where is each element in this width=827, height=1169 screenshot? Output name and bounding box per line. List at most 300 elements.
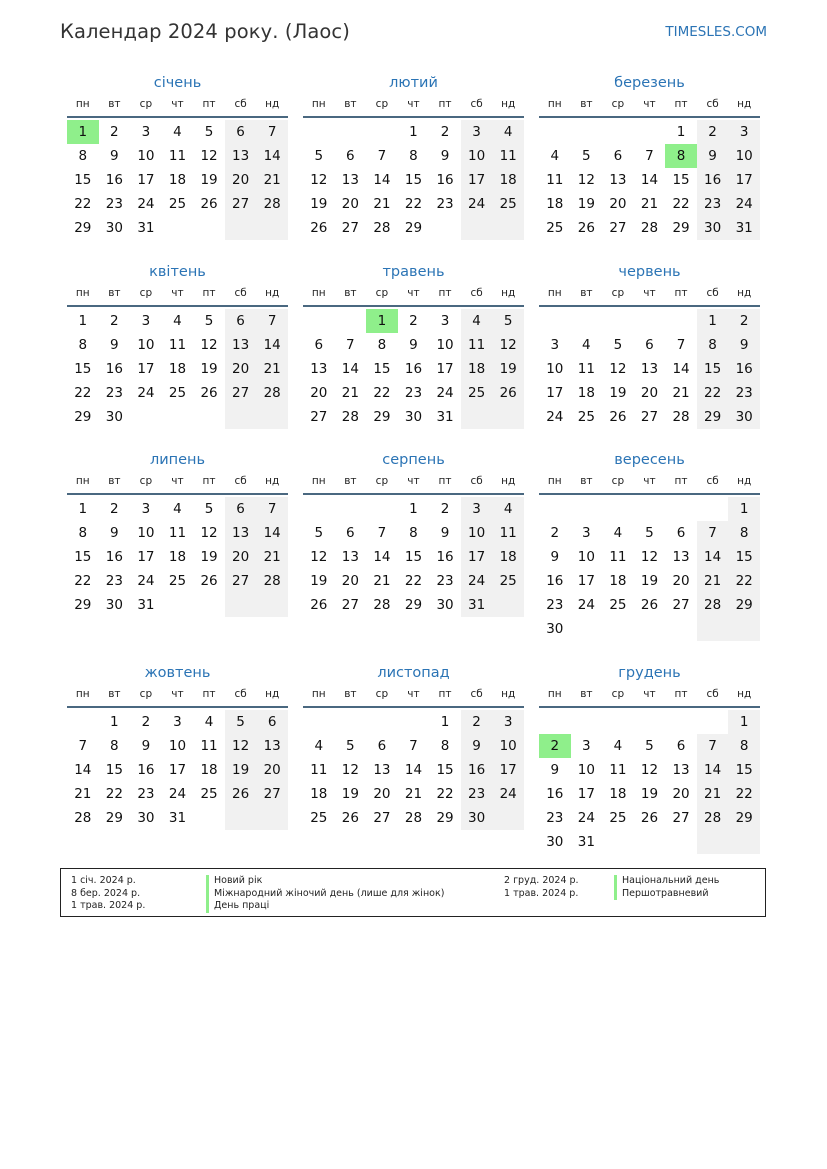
weekday-label: ср	[375, 287, 389, 299]
day-cell: 12	[200, 148, 218, 164]
day-cell: 27	[341, 597, 359, 613]
weekday-label: чт	[407, 287, 420, 299]
empty-cell	[303, 309, 335, 333]
day-cell: 19	[200, 549, 218, 565]
day-cell: 3	[550, 337, 560, 353]
day-cell: 21	[697, 782, 729, 806]
month-8	[303, 449, 524, 617]
month-title: жовтень	[144, 665, 211, 681]
day-cell: 7	[256, 120, 288, 144]
day-cell: 31	[577, 834, 595, 850]
month-9	[539, 449, 760, 641]
day-cell: 30	[546, 834, 564, 850]
empty-cell	[335, 120, 367, 144]
weekday-label: сб	[234, 475, 247, 487]
holiday-legend	[60, 868, 766, 917]
day-cell: 1	[728, 710, 760, 734]
day-cell: 5	[204, 501, 214, 517]
day-cell: 16	[697, 168, 729, 192]
day-cell: 5	[225, 710, 257, 734]
day-cell: 21	[640, 196, 659, 212]
day-cell: 26	[640, 810, 659, 826]
day-cell: 14	[404, 762, 423, 778]
empty-cell	[602, 120, 634, 144]
day-cell: 19	[200, 361, 218, 377]
empty-cell	[634, 309, 666, 333]
day-cell: 20	[225, 168, 257, 192]
empty-cell	[366, 497, 398, 521]
day-cell: 19	[225, 758, 257, 782]
day-cell: 22	[74, 196, 92, 212]
weekday-label: чт	[643, 688, 656, 700]
empty-cell	[697, 617, 729, 641]
day-cell: 29	[404, 220, 423, 236]
day-cell: 12	[609, 361, 627, 377]
day-cell: 29	[373, 409, 391, 425]
day-cell: 21	[74, 786, 92, 802]
empty-cell	[728, 617, 760, 641]
day-cell: 27	[640, 409, 659, 425]
day-cell: 7	[409, 738, 418, 754]
weekday-label: пн	[311, 98, 326, 110]
day-cell: 5	[204, 313, 214, 329]
day-cell: 1	[440, 714, 450, 730]
weekday-label: нд	[737, 688, 752, 700]
empty-cell	[602, 497, 634, 521]
day-cell: 16	[404, 361, 423, 377]
day-cell: 19	[310, 196, 328, 212]
day-cell: 10	[137, 148, 155, 164]
weekday-label: вт	[108, 98, 121, 110]
weekday-label: чт	[643, 287, 656, 299]
weekday-label: чт	[171, 287, 184, 299]
day-cell: 1	[409, 501, 418, 517]
day-cell: 30	[697, 216, 729, 240]
weekday-label: ср	[375, 475, 389, 487]
day-cell: 10	[492, 734, 524, 758]
day-cell: 2	[550, 525, 560, 541]
day-cell: 8	[110, 738, 119, 754]
empty-cell	[256, 593, 288, 617]
day-cell: 9	[110, 337, 119, 353]
day-cell: 24	[577, 810, 595, 826]
day-cell: 1	[110, 714, 119, 730]
weekday-label: пн	[75, 475, 90, 487]
empty-cell	[225, 806, 257, 830]
day-cell: 11	[609, 549, 627, 565]
day-cell: 20	[341, 573, 359, 589]
day-cell: 18	[609, 573, 627, 589]
empty-cell	[602, 617, 634, 641]
day-cell: 29	[436, 810, 454, 826]
day-cell: 24	[546, 409, 564, 425]
day-cell: 24	[461, 569, 493, 593]
day-cell: 5	[204, 124, 214, 140]
empty-cell	[461, 216, 493, 240]
legend-holiday-name: Новий рік	[206, 875, 444, 888]
empty-cell	[665, 497, 697, 521]
day-cell: 26	[577, 220, 595, 236]
weekday-label: чт	[407, 98, 420, 110]
day-cell: 6	[225, 497, 257, 521]
day-cell: 25	[577, 409, 595, 425]
day-cell: 7	[256, 309, 288, 333]
day-grid	[303, 118, 524, 240]
day-cell: 18	[310, 786, 328, 802]
day-cell: 13	[609, 172, 627, 188]
day-cell: 8	[377, 337, 387, 353]
empty-cell	[335, 309, 367, 333]
month-title: грудень	[618, 665, 681, 681]
day-cell: 19	[492, 357, 524, 381]
weekday-label: пт	[438, 688, 452, 700]
day-cell: 30	[436, 597, 454, 613]
day-cell: 25	[609, 597, 627, 613]
day-cell: 1	[366, 309, 398, 333]
day-cell: 7	[697, 734, 729, 758]
weekday-label: пн	[75, 688, 90, 700]
legend-names-right	[614, 875, 719, 900]
weekday-label: пн	[547, 475, 562, 487]
weekday-header	[67, 684, 288, 708]
day-cell: 22	[672, 196, 690, 212]
weekday-label: нд	[501, 287, 516, 299]
day-cell: 4	[492, 120, 524, 144]
month-title: квітень	[149, 264, 206, 280]
day-cell: 10	[461, 144, 493, 168]
day-cell: 18	[200, 762, 218, 778]
empty-cell	[162, 405, 194, 429]
day-cell: 4	[613, 738, 623, 754]
empty-cell	[634, 710, 666, 734]
day-cell: 24	[137, 573, 155, 589]
day-cell: 10	[137, 337, 155, 353]
day-cell: 18	[461, 357, 493, 381]
weekday-header	[303, 471, 524, 495]
day-cell: 25	[461, 381, 493, 405]
day-cell: 26	[225, 782, 257, 806]
day-cell: 9	[141, 738, 151, 754]
day-cell: 11	[577, 361, 595, 377]
weekday-label: сб	[234, 688, 247, 700]
day-cell: 20	[640, 385, 659, 401]
day-cell: 23	[105, 573, 123, 589]
day-cell: 25	[609, 810, 627, 826]
day-cell: 2	[728, 309, 760, 333]
empty-cell	[728, 830, 760, 854]
day-cell: 5	[582, 148, 591, 164]
day-cell: 13	[310, 361, 328, 377]
day-cell: 11	[492, 521, 524, 545]
day-cell: 20	[225, 357, 257, 381]
day-cell: 14	[672, 361, 690, 377]
weekday-label: ср	[611, 688, 625, 700]
empty-cell	[303, 497, 335, 521]
day-cell: 7	[676, 337, 686, 353]
legend-date: 8 бер. 2024 р.	[71, 887, 141, 899]
month-11	[303, 662, 524, 830]
day-cell: 28	[341, 409, 359, 425]
weekday-label: нд	[737, 98, 752, 110]
weekday-label: ср	[139, 98, 153, 110]
day-cell: 22	[404, 573, 423, 589]
weekday-label: чт	[171, 475, 184, 487]
day-cell: 16	[105, 361, 123, 377]
empty-cell	[492, 806, 524, 830]
day-cell: 2	[141, 714, 151, 730]
empty-cell	[571, 120, 603, 144]
day-cell: 20	[225, 545, 257, 569]
day-cell: 12	[640, 549, 659, 565]
day-cell: 9	[461, 734, 493, 758]
day-cell: 3	[141, 313, 151, 329]
day-cell: 27	[672, 810, 690, 826]
day-cell: 5	[492, 309, 524, 333]
empty-cell	[366, 710, 398, 734]
day-cell: 20	[256, 758, 288, 782]
day-cell: 14	[373, 172, 391, 188]
day-cell: 21	[256, 545, 288, 569]
day-cell: 16	[546, 786, 564, 802]
day-cell: 20	[373, 786, 391, 802]
day-cell: 26	[310, 597, 328, 613]
weekday-label: сб	[470, 98, 483, 110]
day-cell: 15	[74, 549, 92, 565]
day-cell: 23	[461, 782, 493, 806]
day-cell: 11	[200, 738, 218, 754]
day-cell: 1	[67, 120, 99, 144]
empty-cell	[634, 120, 666, 144]
day-cell: 17	[461, 545, 493, 569]
day-cell: 14	[697, 545, 729, 569]
weekday-label: ср	[611, 287, 625, 299]
empty-cell	[162, 216, 194, 240]
empty-cell	[335, 710, 367, 734]
day-cell: 7	[377, 525, 387, 541]
day-cell: 10	[436, 337, 454, 353]
day-cell: 16	[105, 172, 123, 188]
day-cell: 20	[672, 786, 690, 802]
empty-cell	[539, 120, 571, 144]
day-cell: 29	[404, 597, 423, 613]
day-cell: 27	[225, 381, 257, 405]
day-cell: 7	[78, 738, 88, 754]
weekday-label: нд	[737, 475, 752, 487]
day-cell: 13	[672, 549, 690, 565]
month-title: січень	[153, 75, 202, 91]
day-cell: 1	[697, 309, 729, 333]
day-cell: 14	[373, 549, 391, 565]
weekday-label: пн	[547, 287, 562, 299]
day-cell: 30	[105, 597, 123, 613]
day-cell: 28	[373, 220, 391, 236]
weekday-header	[539, 94, 760, 118]
day-cell: 29	[74, 409, 92, 425]
month-4	[67, 261, 288, 429]
day-cell: 17	[577, 573, 595, 589]
day-cell: 10	[137, 525, 155, 541]
day-cell: 26	[492, 381, 524, 405]
empty-cell	[602, 309, 634, 333]
day-cell: 6	[225, 120, 257, 144]
day-cell: 17	[461, 168, 493, 192]
empty-cell	[539, 710, 571, 734]
day-cell: 17	[728, 168, 760, 192]
weekday-label: ср	[611, 98, 625, 110]
day-cell: 27	[609, 220, 627, 236]
day-cell: 22	[373, 385, 391, 401]
weekday-label: пт	[674, 688, 688, 700]
day-cell: 7	[346, 337, 355, 353]
empty-cell	[697, 710, 729, 734]
month-title: лютий	[389, 75, 438, 91]
day-cell: 12	[640, 762, 659, 778]
day-cell: 2	[539, 734, 571, 758]
day-cell: 24	[436, 385, 454, 401]
weekday-header	[303, 684, 524, 708]
day-cell: 9	[697, 144, 729, 168]
legend-holiday-name: Першотравневий	[614, 888, 719, 901]
day-cell: 13	[640, 361, 659, 377]
day-cell: 11	[461, 333, 493, 357]
site-link[interactable]: TIMESLES.COM	[665, 24, 767, 40]
day-cell: 24	[728, 192, 760, 216]
weekday-label: вт	[344, 287, 357, 299]
weekday-label: вт	[108, 287, 121, 299]
day-cell: 22	[436, 786, 454, 802]
weekday-label: пт	[674, 475, 688, 487]
day-cell: 26	[341, 810, 359, 826]
day-cell: 28	[74, 810, 92, 826]
day-cell: 29	[74, 597, 92, 613]
empty-cell	[571, 497, 603, 521]
day-cell: 23	[546, 597, 564, 613]
day-cell: 21	[256, 357, 288, 381]
empty-cell	[665, 710, 697, 734]
empty-cell	[193, 216, 225, 240]
day-cell: 17	[546, 385, 564, 401]
day-cell: 31	[436, 409, 454, 425]
empty-cell	[225, 216, 257, 240]
day-cell: 21	[373, 196, 391, 212]
month-6	[539, 261, 760, 429]
weekday-header	[539, 283, 760, 307]
day-cell: 17	[137, 361, 155, 377]
day-cell: 11	[492, 144, 524, 168]
day-cell: 25	[168, 196, 187, 212]
day-cell: 27	[225, 569, 257, 593]
day-cell: 24	[461, 192, 493, 216]
weekday-label: ср	[375, 98, 389, 110]
day-cell: 19	[640, 786, 659, 802]
weekday-header	[539, 684, 760, 708]
day-cell: 6	[613, 148, 623, 164]
weekday-label: сб	[706, 688, 719, 700]
weekday-label: нд	[265, 287, 280, 299]
day-cell: 11	[546, 172, 564, 188]
weekday-label: пт	[202, 475, 216, 487]
day-cell: 22	[74, 385, 92, 401]
day-cell: 28	[640, 220, 659, 236]
day-cell: 31	[168, 810, 187, 826]
day-cell: 31	[137, 597, 155, 613]
weekday-label: ср	[611, 475, 625, 487]
weekday-label: пт	[202, 287, 216, 299]
empty-cell	[634, 617, 666, 641]
day-cell: 14	[341, 361, 359, 377]
day-cell: 25	[546, 220, 564, 236]
weekday-label: сб	[706, 287, 719, 299]
day-cell: 27	[225, 192, 257, 216]
day-cell: 24	[168, 786, 187, 802]
day-cell: 28	[697, 806, 729, 830]
day-cell: 28	[256, 569, 288, 593]
day-cell: 6	[346, 148, 355, 164]
month-7	[67, 449, 288, 617]
month-title: липень	[149, 452, 206, 468]
day-cell: 27	[256, 782, 288, 806]
day-cell: 9	[409, 337, 418, 353]
day-cell: 13	[256, 734, 288, 758]
day-cell: 9	[110, 148, 119, 164]
weekday-label: пн	[311, 475, 326, 487]
day-cell: 10	[577, 549, 595, 565]
day-cell: 14	[256, 521, 288, 545]
day-cell: 13	[672, 762, 690, 778]
day-cell: 13	[341, 549, 359, 565]
day-cell: 20	[341, 196, 359, 212]
day-cell: 15	[697, 357, 729, 381]
day-cell: 18	[492, 545, 524, 569]
day-cell: 24	[137, 385, 155, 401]
day-cell: 30	[404, 409, 423, 425]
day-cell: 25	[168, 573, 187, 589]
day-cell: 15	[105, 762, 123, 778]
day-cell: 10	[168, 738, 187, 754]
legend-date: 1 трав. 2024 р.	[504, 887, 579, 899]
day-cell: 1	[78, 501, 88, 517]
legend-dates-right	[504, 875, 579, 900]
day-cell: 4	[173, 124, 182, 140]
day-cell: 3	[461, 120, 493, 144]
weekday-label: вт	[108, 475, 121, 487]
day-cell: 4	[492, 497, 524, 521]
day-cell: 24	[577, 597, 595, 613]
day-cell: 16	[436, 549, 454, 565]
day-cell: 10	[728, 144, 760, 168]
day-cell: 19	[200, 172, 218, 188]
day-cell: 30	[105, 409, 123, 425]
day-cell: 26	[200, 385, 218, 401]
day-cell: 8	[409, 148, 418, 164]
weekday-label: пт	[674, 98, 688, 110]
day-cell: 6	[676, 738, 686, 754]
day-cell: 7	[645, 148, 654, 164]
day-cell: 6	[346, 525, 355, 541]
day-cell: 17	[436, 361, 454, 377]
month-title: червень	[618, 264, 681, 280]
day-cell: 10	[461, 521, 493, 545]
weekday-header	[303, 283, 524, 307]
day-cell: 22	[697, 381, 729, 405]
empty-cell	[634, 830, 666, 854]
day-cell: 31	[728, 216, 760, 240]
day-cell: 4	[204, 714, 214, 730]
day-cell: 9	[440, 525, 450, 541]
day-cell: 31	[137, 220, 155, 236]
day-cell: 6	[676, 525, 686, 541]
weekday-label: нд	[265, 475, 280, 487]
